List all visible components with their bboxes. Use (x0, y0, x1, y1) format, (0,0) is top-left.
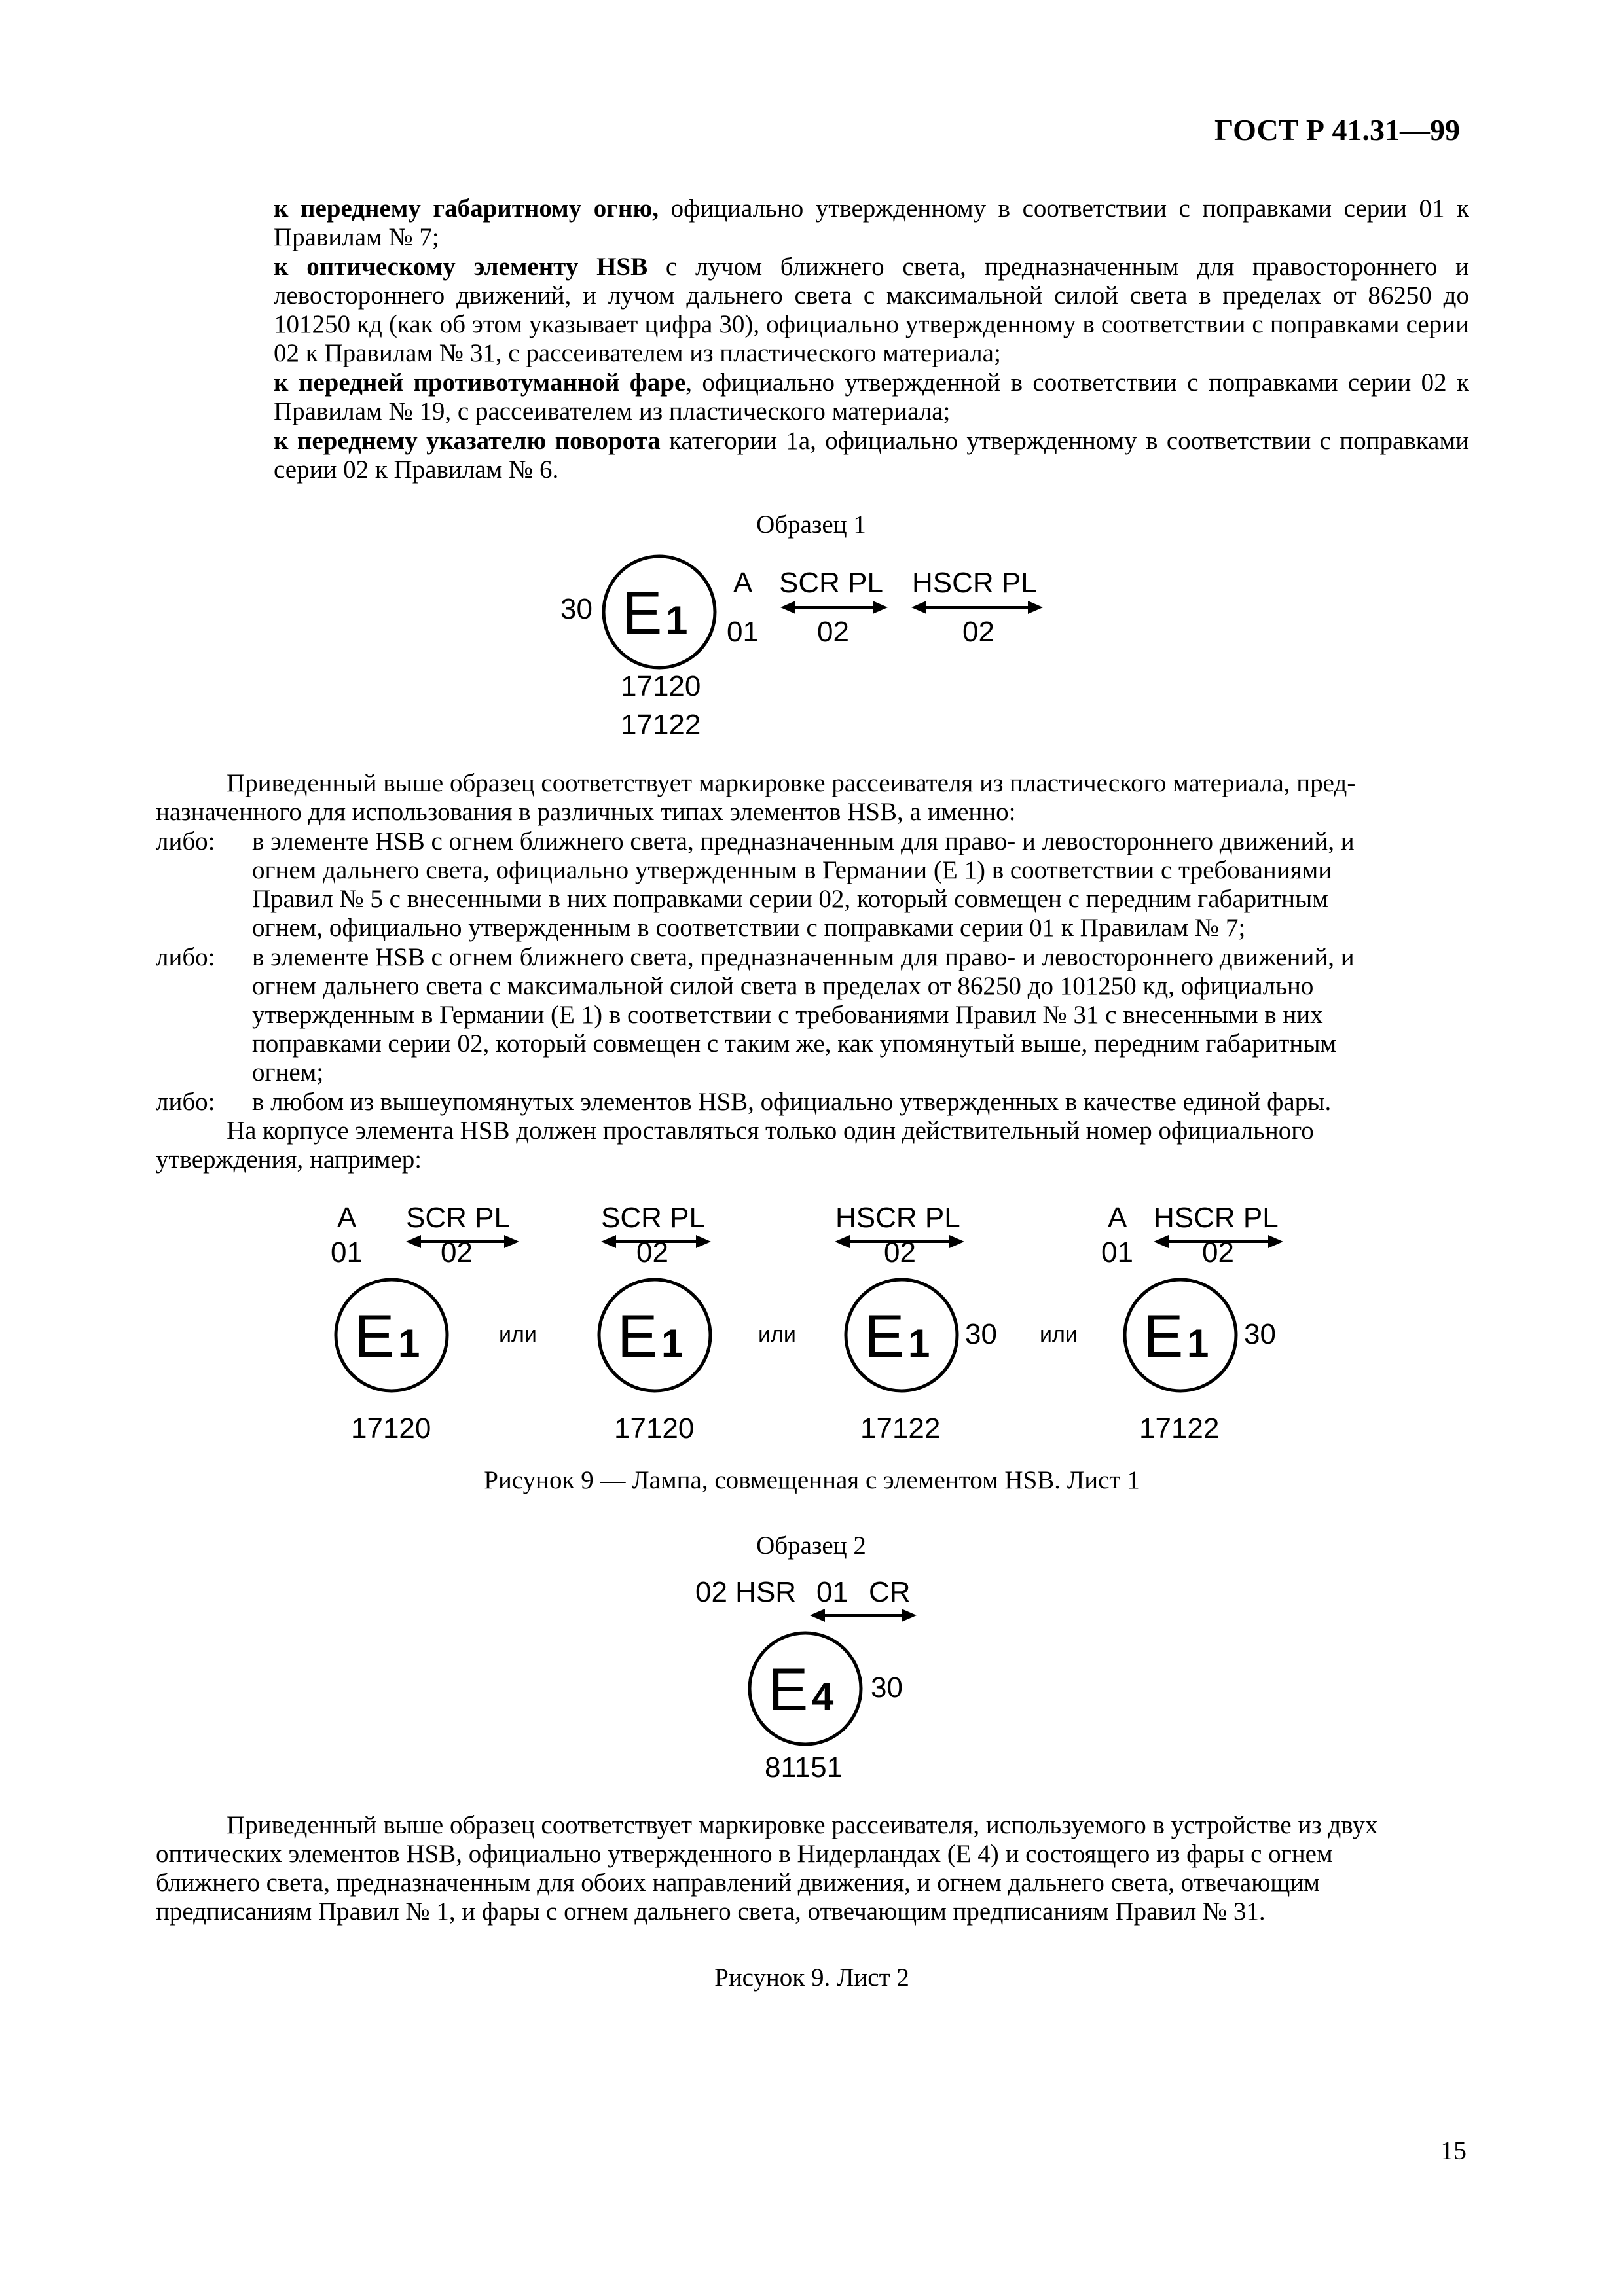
intro-item-text: официально утвержденному в соответствии с поправками серии 01 к Правилам № 7; (274, 194, 1469, 251)
intro-item-lead: к переднему габаритному огню, (274, 194, 659, 223)
sample2-side: 30 (871, 1672, 903, 1704)
example-4-approval: 17122 (1139, 1412, 1220, 1444)
sample1-label-scr: SCR PL (779, 567, 883, 599)
sample1-approval-1: 17120 (621, 670, 701, 702)
example-4-e-letter: E (1143, 1303, 1184, 1370)
example-4-top-left-num: 01 (1101, 1236, 1133, 1268)
sample1-title: Образец 1 (756, 511, 866, 539)
example-1-e-number: 1 (398, 1321, 420, 1365)
figure-caption-1: Рисунок 9 — Лампа, совмещенная с элементом HSB. Лист 1 (484, 1466, 1140, 1494)
example-1-top-num: 02 (441, 1236, 473, 1268)
example-4-top-left: A (1108, 1202, 1127, 1234)
example-3-top-label: HSCR PL (835, 1202, 960, 1234)
example-4-top-num: 02 (1202, 1236, 1234, 1268)
sample1-e-number: 1 (666, 598, 688, 642)
example-1-approval: 17120 (351, 1412, 431, 1444)
either-label: либо: (156, 1088, 215, 1116)
closing-line: На корпусе элемента HSB должен проставляться только один действительный номер официального (227, 1117, 1314, 1145)
example-2-top-label: SCR PL (601, 1202, 705, 1234)
example-3-top-num: 02 (884, 1236, 916, 1268)
example-4-top-label: HSCR PL (1154, 1202, 1279, 1234)
sample1-prefix: 30 (560, 593, 593, 625)
example-1-top-label: SCR PL (406, 1202, 510, 1234)
example-3-side: 30 (965, 1318, 997, 1350)
intro-item-text: категории 1а, официально утвержденному в соответствии с поправками серии 02 к Правилам № 6. (274, 427, 1469, 484)
option2-line: огнем дальнего света с максимальной силой света в пределах от 86250 до 101250 кд, официально (252, 972, 1314, 1000)
document-code: ГОСТ Р 41.31—99 (1214, 113, 1460, 147)
body-line: назначенного для использования в различных типах элементов HSB, а именно: (156, 798, 1016, 826)
intro-item-lead: к переднему указателю поворота (274, 427, 661, 455)
intro-item-text: с лучом ближнего света, предназначенным для правостороннего и левостороннего движений, и лучом дальнего света с максимальной силой света в пределах от 86250 до 101250 кд (как об этом указывает цифра 30), официально утвержденному в соответствии с поправками серии 02 к Правилам № 31, с рассеивателем из пластического материала; (274, 253, 1469, 367)
sample1-label-scr-num: 02 (817, 616, 849, 648)
examples-figure (0, 1178, 1623, 1479)
or-separator: или (499, 1322, 537, 1347)
intro-item-text: , официально утвержденной в соответствии с поправками серии 02 к Правилам № 19, с рассеивателем из пластического материала; (274, 368, 1469, 425)
example-3-e-letter: E (864, 1303, 905, 1370)
example-1-e-letter: E (354, 1303, 395, 1370)
example-3-e-number: 1 (908, 1321, 930, 1365)
closing-line: утверждения, например: (156, 1145, 422, 1174)
option3-line: в любом из вышеупомянутых элементов HSB, официально утвержденных в качестве единой фары. (252, 1088, 1332, 1116)
or-separator: или (1040, 1322, 1078, 1347)
example-2-top-num: 02 (636, 1236, 668, 1268)
sample2-e-letter: E (768, 1657, 809, 1723)
sample2-label-num: 01 (816, 1576, 848, 1608)
option2-line: утвержденным в Германии (Е 1) в соответствии с требованиями Правил № 31 с внесенными в них (252, 1001, 1323, 1029)
example-1-top-left-num: 01 (331, 1236, 363, 1268)
sample1-label-hscr: HSCR PL (912, 567, 1037, 599)
sample1-scr-arrow (780, 601, 888, 614)
sample1-label-hscr-num: 02 (962, 616, 994, 648)
body-line: предписаниям Правил № 1, и фары с огнем дальнего света, отвечающим предписаниям Правил № 31. (156, 1897, 1266, 1926)
example-1 (331, 1202, 519, 1444)
option2-line: огнем; (252, 1058, 324, 1086)
sample2-mark (0, 1558, 1623, 1806)
sample1-mark (0, 0, 1623, 785)
sample2-e-number: 4 (812, 1675, 834, 1719)
intro-item-lead: к передней противотуманной фаре (274, 368, 686, 397)
body-line: ближнего света, предназначенным для обоих направлений движения, и огнем дальнего света, отвечающим (156, 1869, 1320, 1897)
or-separator: или (758, 1322, 796, 1347)
example-3-approval: 17122 (860, 1412, 941, 1444)
option2-line: поправками серии 02, который совмещен с таким же, как упомянутый выше, передним габаритным (252, 1030, 1337, 1058)
example-4-side: 30 (1244, 1318, 1276, 1350)
sample2-arrow (810, 1609, 917, 1622)
example-4 (1101, 1202, 1283, 1444)
option1-line: в элементе HSB с огнем ближнего света, предназначенным для право- и левостороннего движений, и (252, 827, 1355, 855)
option2-line: в элементе HSB с огнем ближнего света, предназначенным для право- и левостороннего движений, и (252, 943, 1355, 971)
sample1-approval-2: 17122 (621, 709, 701, 741)
sample1-e-letter: E (622, 580, 663, 647)
example-4-e-number: 1 (1187, 1321, 1209, 1365)
example-2 (599, 1202, 711, 1444)
example-3 (835, 1202, 997, 1444)
sample1-label-a: A (733, 567, 753, 599)
body-line: оптических элементов HSB, официально утвержденного в Нидерландах (Е 4) и состоящего из фары с огнем (156, 1840, 1333, 1868)
sample2-approval: 81151 (765, 1751, 843, 1784)
example-1-top-left: A (337, 1202, 357, 1234)
intro-item-lead: к оптическому элементу HSB (274, 253, 648, 281)
either-label: либо: (156, 827, 215, 855)
sample1-hscr-arrow (911, 601, 1043, 614)
body-line: Приведенный выше образец соответствует маркировке рассеивателя, используемого в устройстве из двух (227, 1811, 1378, 1839)
figure-caption-2: Рисунок 9. Лист 2 (714, 1964, 909, 1992)
page-number: 15 (1440, 2136, 1467, 2165)
example-2-e-letter: E (617, 1303, 658, 1370)
sample1-label-a-num: 01 (727, 616, 759, 648)
option1-line: огнем, официально утвержденным в соответствии с поправками серии 01 к Правилам № 7; (252, 914, 1246, 942)
sample2-title: Образец 2 (756, 1532, 866, 1560)
sample2-label-prefix: 02 HSR (695, 1576, 797, 1608)
sample2-label-cr: CR (869, 1576, 911, 1608)
option1-line: огнем дальнего света, официально утвержденным в Германии (Е 1) в соответствии с требованиями (252, 856, 1332, 884)
example-2-e-number: 1 (661, 1321, 684, 1365)
example-2-approval: 17120 (614, 1412, 695, 1444)
either-label: либо: (156, 943, 215, 971)
body-line: Приведенный выше образец соответствует маркировке рассеивателя из пластического материала, пред- (227, 769, 1356, 797)
option1-line: Правил № 5 с внесенными в них поправками серии 02, который совмещен с передним габаритным (252, 885, 1328, 913)
